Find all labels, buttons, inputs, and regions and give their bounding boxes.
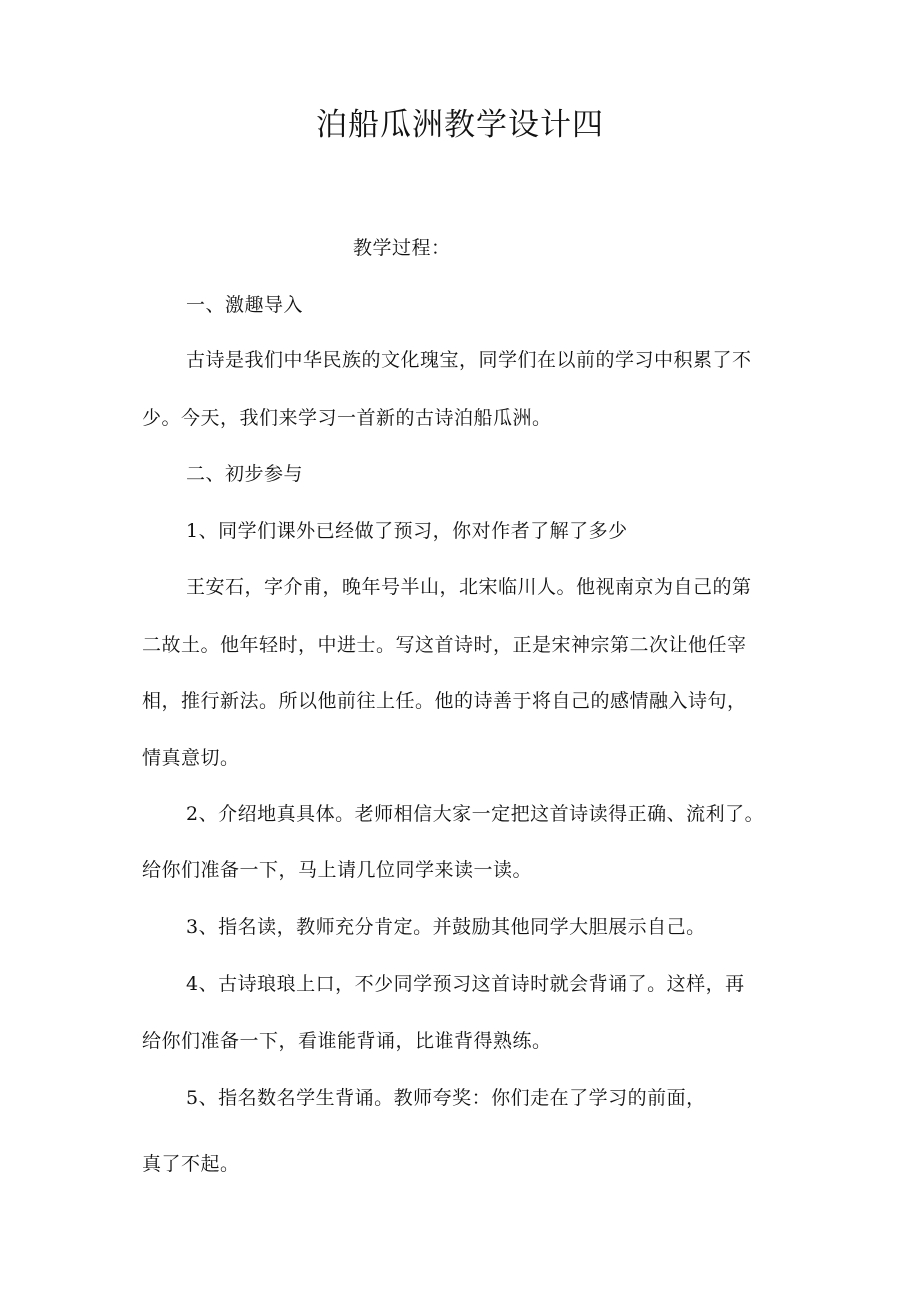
list-item: 5、指名数名学生背诵。教师夸奖：你们走在了学习的前面， [186,1087,706,1109]
section-heading-process: 教学过程： [353,237,451,259]
list-item: 2、介绍地真具体。老师相信大家一定把这首诗读得正确、流利了。 [186,803,765,825]
list-item: 3、指名读，教师充分肯定。并鼓励其他同学大胆展示自己。 [186,916,706,938]
paragraph-line: 给你们准备一下，看谁能背诵，比谁背得熟练。 [142,1030,552,1052]
paragraph-line: 古诗是我们中华民族的文化瑰宝，同学们在以前的学习中积累了不 [186,349,752,371]
paragraph-line: 情真意切。 [142,747,240,769]
paragraph-line: 真了不起。 [142,1153,240,1175]
paragraph-line: 相，推行新法。所以他前往上任。他的诗善于将自己的感情融入诗句， [142,690,747,712]
paragraph-line: 给你们准备一下，马上请几位同学来读一读。 [142,859,533,881]
section-heading-intro: 一、激趣导入 [186,294,304,316]
paragraph-line: 王安石，字介甫，晚年号半山，北宋临川人。他视南京为自己的第 [186,576,752,598]
paragraph-line: 少。今天，我们来学习一首新的古诗泊船瓜洲。 [142,407,552,429]
section-heading-participation: 二、初步参与 [186,463,304,485]
list-item: 1、同学们课外已经做了预习，你对作者了解了多少 [186,520,628,542]
paragraph-line: 二故土。他年轻时，中进士。写这首诗时，正是宋神宗第二次让他任宰 [142,634,747,656]
list-item: 4、古诗琅琅上口，不少同学预习这首诗时就会背诵了。这样，再 [186,973,745,995]
document-title: 泊船瓜洲教学设计四 [316,107,604,143]
